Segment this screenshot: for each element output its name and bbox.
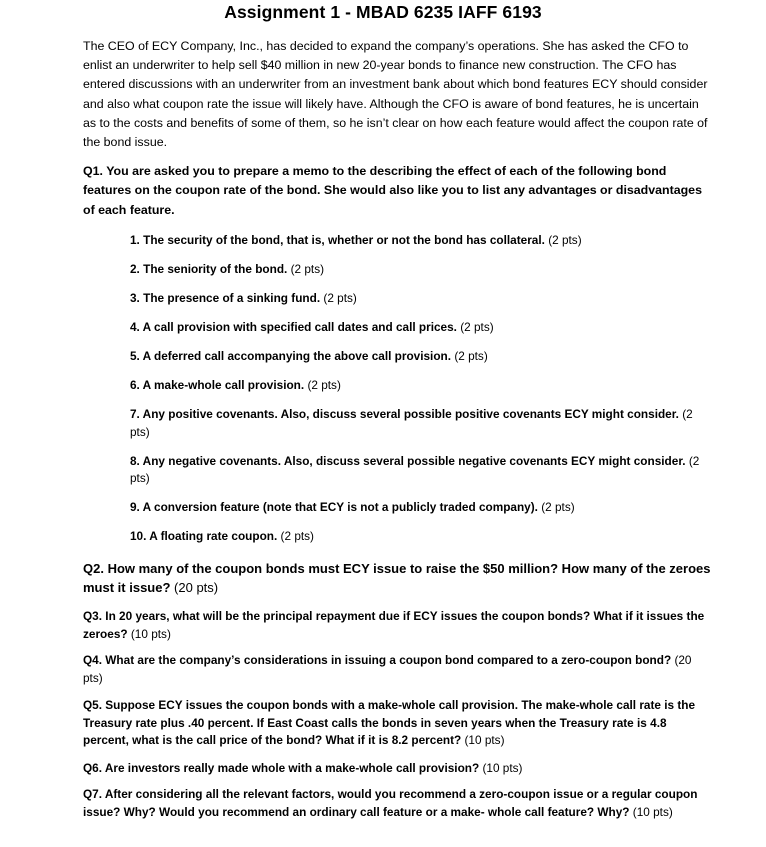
question-text: Q3. In 20 years, what will be the principal repayment due if ECY issues the coupon bonds? What if it issues the zeroes? bbox=[83, 609, 705, 641]
list-item bbox=[130, 406, 715, 441]
item-text: 8. Any negative covenants. Also, discuss several possible negative covenants ECY might consider. bbox=[130, 453, 686, 468]
intro-paragraph: The CEO of ECY Company, Inc., has decided to expand the company’s operations. She has asked the CFO to enlist an underwriter to help sell $40 million in new 20-year bonds to finance new construction. The CFO has entered discussions with an underwriter from an investment bank about which bond features ECY should consider and also what coupon rate the issue will likely have. Although the CFO is aware of bond features, he is uncertain as to the costs and benefits of some of them, so he isn’t clear on how each feature would affect the coupon rate of the bond issue. bbox=[83, 39, 708, 150]
item-points: (2 pts) bbox=[290, 262, 325, 276]
item-text: 10. A floating rate coupon. bbox=[130, 529, 278, 543]
question-points: (20 pts) bbox=[83, 653, 692, 685]
item-text: 5. A deferred call accompanying the above call provision. bbox=[130, 349, 452, 363]
item-points: (2 pts) bbox=[323, 291, 357, 305]
question-4 bbox=[83, 652, 713, 687]
question-2 bbox=[83, 559, 713, 597]
question-text: Q5. Suppose ECY issues the coupon bonds with a make-whole call provision. The make-whole call rate is the Treasury rate plus .40 percent. If East Coast calls the bonds in seven years when the Treasury rate is 4.8 percent, what is the call price of the bond? What if it is 8.2 percent? bbox=[83, 698, 696, 747]
bond-feature-list bbox=[130, 232, 715, 557]
item-text: 6. A make-whole call provision. bbox=[130, 378, 305, 392]
item-text: 3. The presence of a sinking fund. bbox=[130, 291, 321, 305]
question-text: Q4. What are the company’s considerations in issuing a coupon bond compared to a zero-coupon bond? bbox=[83, 653, 672, 667]
item-points: (2 pts) bbox=[454, 349, 488, 363]
list-item bbox=[130, 528, 715, 546]
item-text: 4. A call provision with specified call dates and call prices. bbox=[130, 320, 457, 334]
item-points: (2 pts) bbox=[548, 233, 582, 247]
question-text: Q6. Are investors really made whole with a make-whole call provision? bbox=[83, 761, 480, 775]
list-item bbox=[130, 377, 715, 395]
item-points: (2 pts) bbox=[280, 529, 314, 543]
question-points: (10 pts) bbox=[482, 761, 523, 775]
item-points: (2 pts) bbox=[541, 500, 575, 514]
list-item bbox=[130, 499, 715, 517]
list-item bbox=[130, 453, 715, 488]
page-title: Assignment 1 - MBAD 6235 IAFF 6193 bbox=[224, 2, 542, 22]
item-points: (2 pts) bbox=[460, 320, 494, 334]
list-item bbox=[130, 232, 715, 250]
item-points: (2 pts) bbox=[307, 378, 341, 392]
question-points: (10 pts) bbox=[632, 804, 673, 819]
list-item bbox=[130, 261, 715, 279]
item-text: 1. The security of the bond, that is, whether or not the bond has collateral. bbox=[130, 233, 545, 247]
item-points: (2 pts) bbox=[130, 453, 700, 485]
question-text: Q2. How many of the coupon bonds must ECY issue to raise the $50 million? How many of the zeroes must it issue? bbox=[83, 561, 711, 596]
list-item bbox=[130, 319, 715, 337]
question-points: (10 pts) bbox=[130, 626, 171, 641]
question-7 bbox=[83, 786, 713, 821]
question-3 bbox=[83, 608, 713, 643]
item-text: 2. The seniority of the bond. bbox=[130, 262, 288, 276]
question-points: (10 pts) bbox=[464, 733, 505, 747]
item-text: 7. Any positive covenants. Also, discuss several possible positive covenants ECY might consider. bbox=[130, 407, 679, 421]
item-points: (2 pts) bbox=[130, 407, 693, 439]
question-text: Q7. After considering all the relevant factors, would you recommend a zero-coupon issue or a regular coupon issue? Why? Would you recommend an ordinary call feature or a make- whole call feature? Why? bbox=[83, 787, 698, 819]
question-1: Q1. You are asked you to prepare a memo to the describing the effect of each of the following bond features on the coupon rate of the bond. She would also like you to list any advantages or disadvantages of each feature. bbox=[83, 164, 702, 217]
item-text: 9. A conversion feature (note that ECY is not a publicly traded company). bbox=[130, 500, 538, 514]
question-points: (20 pts) bbox=[174, 580, 219, 596]
question-6 bbox=[83, 760, 713, 778]
list-item bbox=[130, 348, 715, 366]
list-item bbox=[130, 290, 715, 308]
question-5 bbox=[83, 697, 713, 750]
